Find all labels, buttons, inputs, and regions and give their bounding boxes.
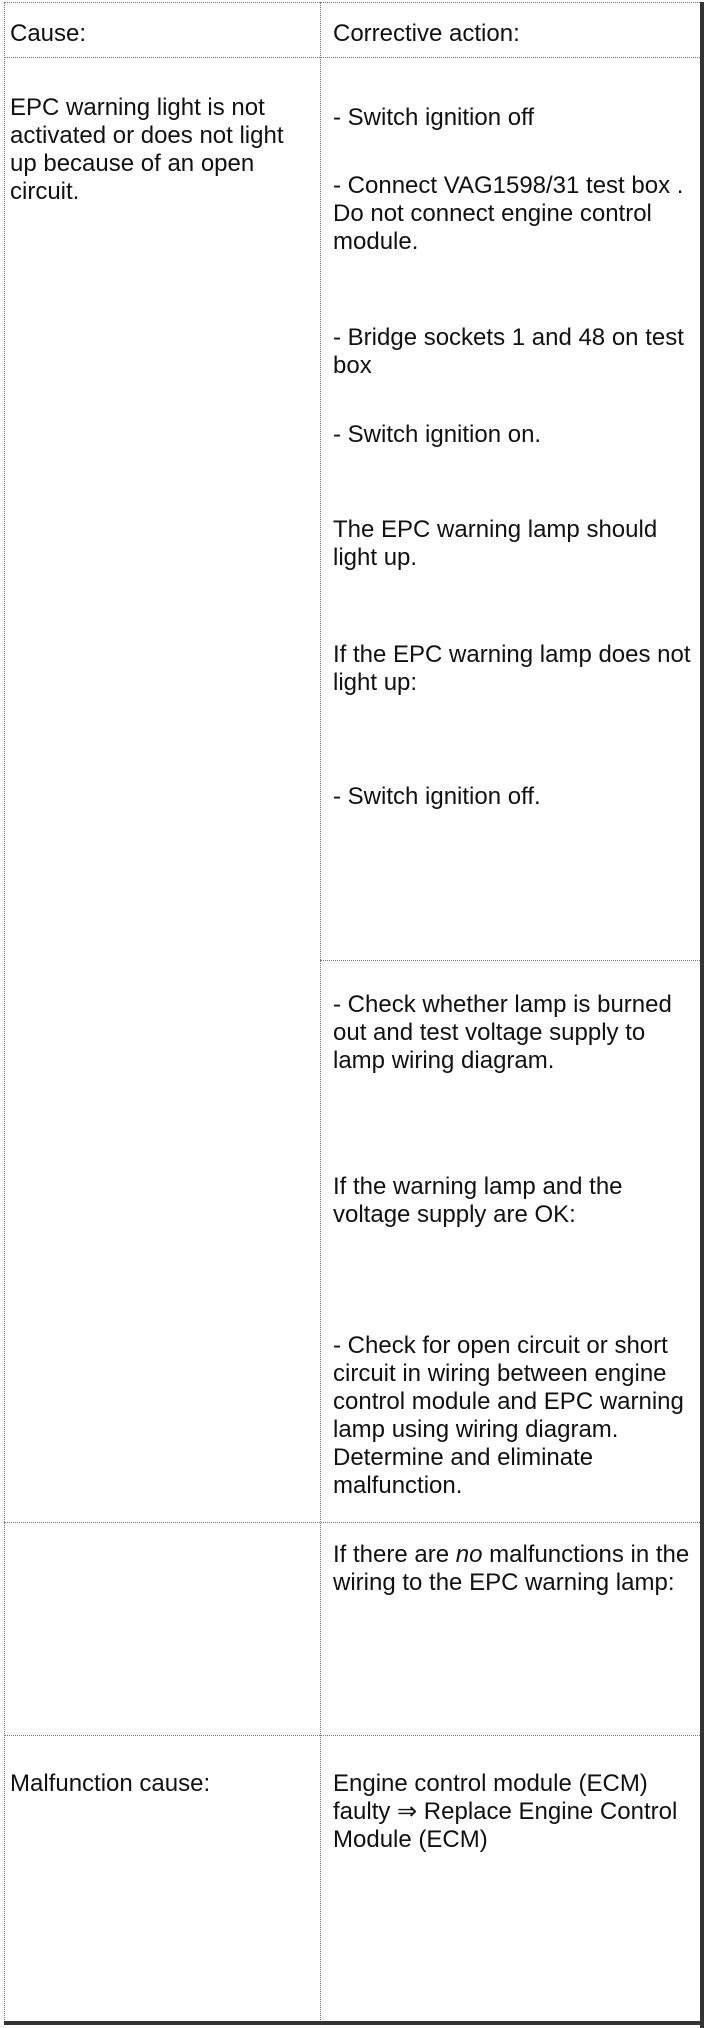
row1-step-6: If the EPC warning lamp does not light up: bbox=[333, 641, 691, 696]
row3-suffix: malfunctions in the wiring to the EPC warning lamp: bbox=[333, 1541, 690, 1596]
row2-step-3: - Check for open circuit or short circuit in wiring between engine control module and EPC warning lamp using wiring diagram. Determine and eliminate malfunction. bbox=[333, 1332, 684, 1499]
row-divider-2 bbox=[320, 960, 700, 961]
table-bottom-border bbox=[4, 2021, 704, 2025]
header-corrective-action: Corrective action: bbox=[333, 20, 520, 47]
row1-step-7: - Switch ignition off. bbox=[333, 783, 541, 810]
row3-prefix: If there are bbox=[333, 1541, 456, 1568]
row3-emphasis: no bbox=[455, 1541, 483, 1568]
row-divider-1 bbox=[4, 57, 700, 58]
table-top-border bbox=[4, 2, 700, 3]
replace-ecm-action: Engine control module (ECM) faulty ⇒ Replace Engine Control Module (ECM) bbox=[333, 1770, 678, 1853]
row1-step-4: - Switch ignition on. bbox=[333, 421, 542, 448]
cause-epc-open-circuit: EPC warning light is not activated or does not light up because of an open circuit. bbox=[10, 94, 284, 205]
table-left-border bbox=[4, 2, 5, 2022]
malfunction-cause-label: Malfunction cause: bbox=[10, 1770, 211, 1797]
row1-step-5: The EPC warning lamp should light up. bbox=[333, 516, 658, 571]
row2-step-2: If the warning lamp and the voltage supply are OK: bbox=[333, 1173, 623, 1228]
header-cause: Cause: bbox=[10, 20, 87, 47]
row2-step-1: - Check whether lamp is burned out and test voltage supply to lamp wiring diagram. bbox=[333, 991, 672, 1074]
column-divider bbox=[320, 2, 321, 2022]
row-divider-4 bbox=[4, 1735, 700, 1736]
row-divider-3 bbox=[4, 1522, 700, 1523]
row1-step-2: - Connect VAG1598/31 test box . Do not connect engine control module. bbox=[333, 172, 684, 255]
row1-step-1: - Switch ignition off bbox=[333, 104, 534, 131]
row1-step-3: - Bridge sockets 1 and 48 on test box bbox=[333, 324, 684, 379]
row3-no-malfunctions bbox=[333, 1541, 703, 1597]
